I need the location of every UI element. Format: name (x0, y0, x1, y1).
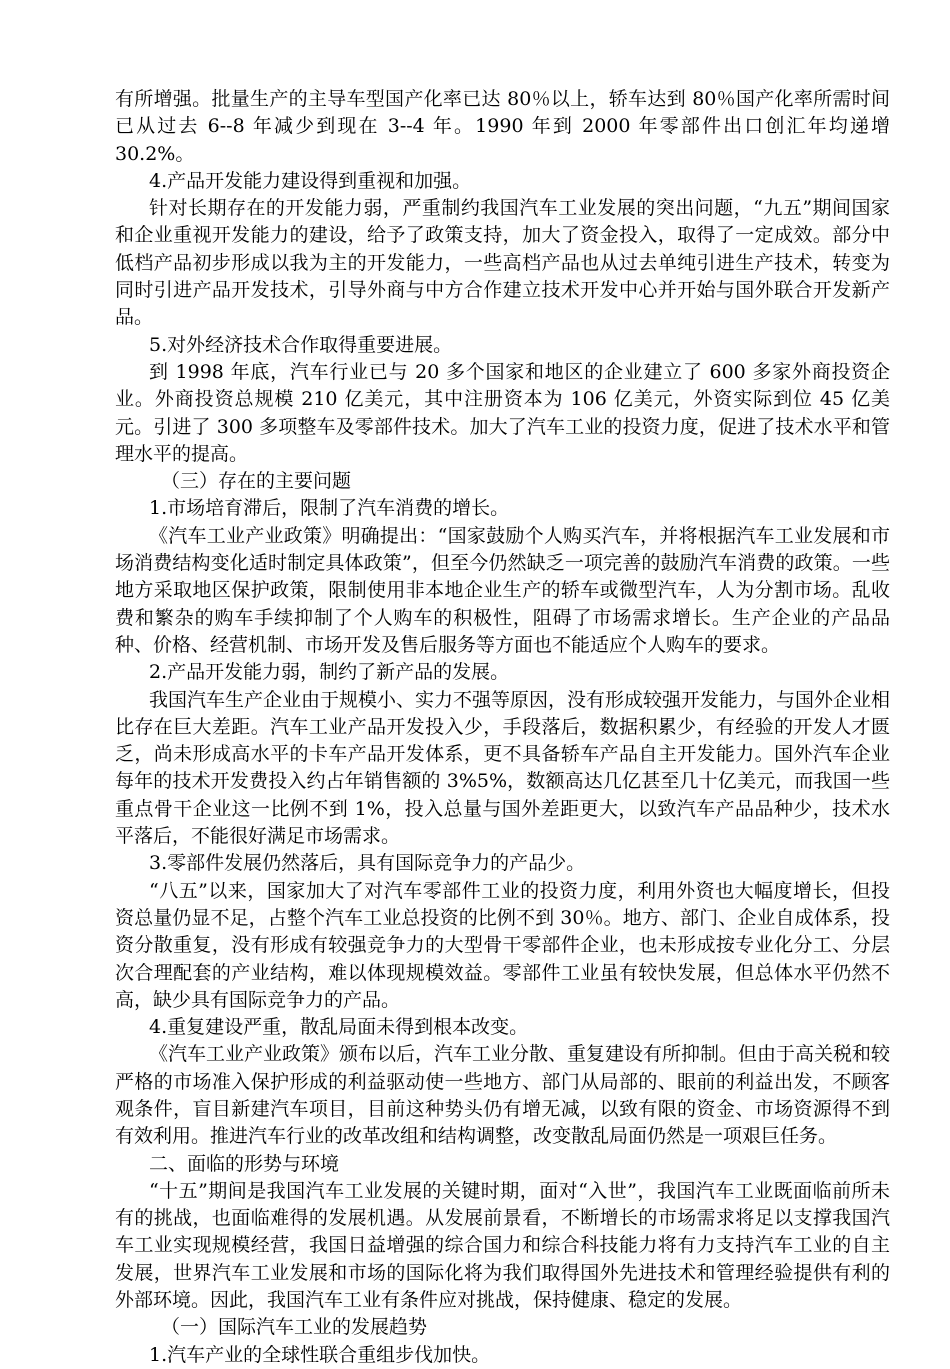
section-heading: 1.市场培育滞后，限制了汽车消费的增长。 (149, 497, 510, 520)
document-body (115, 86, 890, 1369)
paragraph: 针对长期存在的开发能力弱，严重制约我国汽车工业发展的突出问题，“九五”期间国家和企业重视开发能力的建设，给予了政策支持，加大了资金投入，取得了一定成效。部分中低档产品初步形成以我为主的开发能力，一些高档产品也从过去单纯引进生产技术，转变为同时引进产品开发技术，引导外商与中方合作建立技术开发中心并开始与国外联合开发新产品。 (115, 197, 890, 329)
section-heading: 3.零部件发展仍然落后，具有国际竞争力的产品少。 (149, 852, 586, 875)
paragraph: 《汽车工业产业政策》颁布以后，汽车工业分散、重复建设有所抑制。但由于高关税和较严格的市场准入保护形成的利益驱动使一些地方、部门从局部的、眼前的利益出发，不顾客观条件，盲目新建汽车项目，目前这种势头仍有增无减，以致有限的资金、市场资源得不到有效利用。推进汽车行业的改革改组和结构调整，改变散乱局面仍然是一项艰巨任务。 (115, 1043, 891, 1148)
section-heading: 4.重复建设严重，散乱局面未得到根本改变。 (149, 1016, 529, 1039)
section-heading: 2.产品开发能力弱，制约了新产品的发展。 (149, 661, 510, 684)
section-heading: 5.对外经济技术合作取得重要进展。 (149, 333, 453, 356)
paragraph: 到 1998 年底，汽车行业已与 20 多个国家和地区的企业建立了 600 多家外商投资企业。外商投资总规模 210 亿美元，其中注册资本为 106 亿美元，外资实际到位 45 亿美元。引进了 300 多项整车及零部件技术。加大了汽车工业的投资力度，促进了技术水平和管理水平的提高。 (115, 360, 890, 465)
chapter-heading: 二、面临的形势与环境 (149, 1152, 340, 1175)
subsection-heading: （一）国际汽车工业的发展趋势 (161, 1316, 428, 1339)
paragraph: “十五”期间是我国汽车工业发展的关键时期，面对“入世”，我国汽车工业既面临前所未有的挑战，也面临难得的发展机遇。从发展前景看，不断增长的市场需求将足以支撑我国汽车工业实现规模经营，我国日益增强的综合国力和综合科技能力将有力支持汽车工业的自主发展，世界汽车工业发展和市场的国际化将为我们取得国外先进技术和管理经验提供有利的外部环境。因此，我国汽车工业有条件应对挑战，保持健康、稳定的发展。 (115, 1179, 890, 1312)
section-heading: 4.产品开发能力建设得到重视和加强。 (149, 169, 472, 192)
paragraph: 有所增强。批量生产的主导车型国产化率已达 80％以上，轿车达到 80％国产化率所需时间已从过去 6--8 年减少到现在 3--4 年。1990 年到 2000 年零部件出口创汇年均递增 30.2%。 (115, 88, 890, 165)
paragraph: “八五”以来，国家加大了对汽车零部件工业的投资力度，利用外资也大幅度增长，但投资总量仍显不足，占整个汽车工业总投资的比例不到 30％。地方、部门、企业自成体系，投资分散重复，没有形成有较强竞争力的大型骨干零部件企业，也未形成按专业化分工、分层次合理配套的产业结构，难以体现规模效益。零部件工业虽有较快发展，但总体水平仍然不高，缺少具有国际竞争力的产品。 (115, 879, 890, 1011)
subsection-heading: （三）存在的主要问题 (161, 470, 352, 493)
paragraph: 《汽车工业产业政策》明确提出：“国家鼓励个人购买汽车，并将根据汽车工业发展和市场消费结构变化适时制定具体政策”，但至今仍然缺乏一项完善的鼓励汽车消费的政策。一些地方采取地区保护政策，限制使用非本地企业生产的轿车或微型汽车，人为分割市场。乱收费和繁杂的购车手续抑制了个人购车的积极性，阻碍了市场需求增长。生产企业的产品品种、价格、经营机制、市场开发及售后服务等方面也不能适应个人购车的要求。 (115, 524, 890, 656)
section-heading: 1.汽车产业的全球性联合重组步伐加快。 (149, 1343, 491, 1366)
paragraph: 我国汽车生产企业由于规模小、实力不强等原因，没有形成较强开发能力，与国外企业相比存在巨大差距。汽车工业产品开发投入少，手段落后，数据积累少，有经验的开发人才匮乏，尚未形成高水平的卡车产品开发体系，更不具备轿车产品自主开发能力。国外汽车企业每年的技术开发费投入约占年销售额的 3%5%，数额高达几亿甚至几十亿美元，而我国一些重点骨干企业这一比例不到 1%，投入总量与国外差距更大，以致汽车产品品种少，技术水平落后，不能很好满足市场需求。 (115, 688, 891, 848)
